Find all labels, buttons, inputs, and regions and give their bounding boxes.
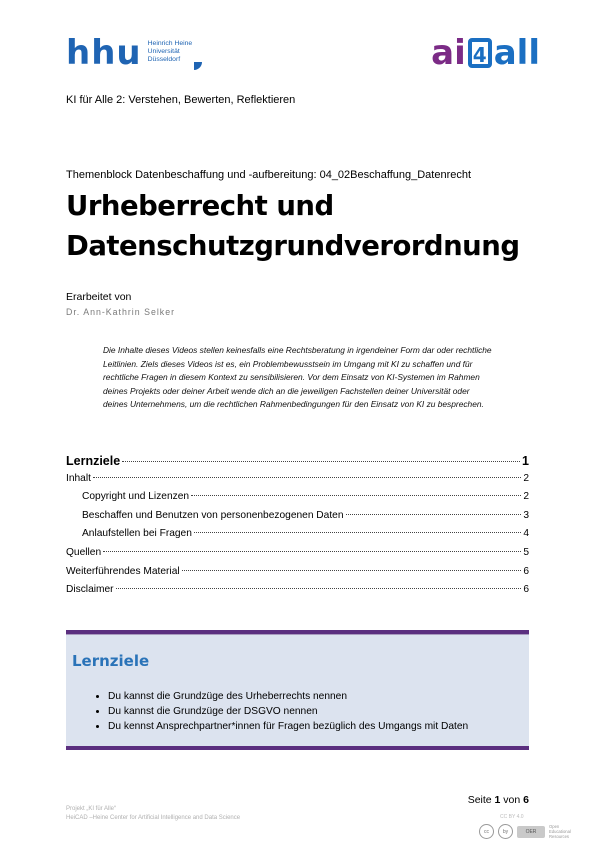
learning-goals-list	[92, 689, 468, 734]
hhu-logo-line: Düsseldorf	[147, 56, 181, 63]
page-number-total: 6	[523, 794, 529, 806]
toc-entry-page: 1	[522, 454, 529, 468]
document-title-line: Datenschutzgrundverordnung	[66, 230, 520, 262]
author-name: Dr. Ann-Kathrin Selker	[66, 307, 176, 317]
learning-goal-item: • Du kennst Ansprechpartner*innen für Fragen bezüglich des Umgangs mit Daten	[108, 719, 468, 734]
footer-center-line: HeiCAD –Heine Center for Artificial Intelligence and Data Science	[66, 815, 241, 821]
oer-logo-text-line: Resources	[549, 834, 570, 839]
toc-entry[interactable]	[66, 454, 529, 473]
hhu-logo-text	[148, 40, 193, 64]
footer-project-info	[66, 805, 240, 823]
toc-leader-dots	[122, 461, 520, 462]
toc-entry[interactable]	[66, 566, 529, 585]
attribution-icon: by	[498, 824, 513, 839]
document-title-line: Urheberrecht und	[66, 190, 334, 222]
toc-entry-page: 5	[523, 546, 529, 558]
license-label: CC BY 4.0	[500, 814, 524, 820]
toc-leader-dots	[103, 551, 521, 552]
toc-entry-label: Disclaimer	[66, 584, 114, 596]
toc-entry[interactable]	[66, 528, 529, 547]
toc-leader-dots	[116, 588, 522, 589]
toc-entry-label: Lernziele	[66, 454, 121, 468]
hhu-logo-mark: hhu	[66, 33, 142, 73]
table-of-contents	[66, 454, 529, 603]
toc-entry-label: Anlaufstellen bei Fragen	[82, 528, 192, 540]
toc-leader-dots	[191, 495, 521, 496]
toc-entry-page: 2	[523, 472, 529, 484]
learning-goals-title: Lernziele	[72, 652, 150, 670]
oer-logo-text-line: Open	[549, 824, 560, 829]
oer-logo-text	[549, 824, 571, 839]
toc-leader-dots	[182, 570, 522, 571]
toc-entry[interactable]	[66, 473, 529, 492]
toc-entry-page: 3	[523, 509, 529, 521]
hhu-logo-line: Universität	[147, 48, 180, 55]
hhu-logo-dot	[194, 62, 202, 70]
course-title: KI für Alle 2: Verstehen, Bewerten, Reflektieren	[66, 94, 296, 106]
page-number	[468, 794, 529, 806]
hhu-logo	[66, 33, 202, 73]
footer-project-line: Projekt „KI für Alle“	[66, 806, 117, 812]
toc-entry[interactable]	[66, 491, 529, 510]
ai4all-logo-all: all	[493, 33, 540, 73]
toc-entry-label: Inhalt	[66, 472, 91, 484]
toc-entry-page: 4	[523, 528, 529, 540]
ai4all-logo	[431, 34, 540, 72]
page-number-separator: von	[500, 794, 524, 806]
document-title	[66, 186, 520, 266]
toc-entry-label: Weiterführendes Material	[66, 565, 180, 577]
toc-leader-dots	[93, 477, 521, 478]
learning-goals-box	[66, 630, 529, 750]
learning-goal-item: • Du kannst die Grundzüge des Urheberrechts nennen	[108, 689, 468, 704]
page-number-current: 1	[494, 794, 501, 806]
themenblock-line: Themenblock Datenbeschaffung und -aufbereitung: 04_02Beschaffung_Datenrecht	[66, 169, 472, 181]
toc-entry-page: 2	[523, 491, 529, 503]
learning-goal-item: • Du kannst die Grundzüge der DSGVO nennen	[108, 704, 468, 719]
ai4all-logo-ai: ai	[431, 33, 466, 73]
hhu-logo-line: Heinrich Heine	[147, 40, 193, 47]
toc-entry[interactable]	[66, 584, 529, 603]
toc-leader-dots	[194, 532, 521, 533]
authored-by-label: Erarbeitet von	[66, 291, 132, 303]
legal-disclaimer: Die Inhalte dieses Videos stellen keinesfalls eine Rechtsberatung in irgendeiner Form dar oder rechtliche Leitlinien. Ziels dieses Videos ist es, ein Problembewusstsein im Umgang mit KI zu schaffen und für rechtliche Fragen in diesem Kontext zu sensibilisieren. Vor dem Einsatz von KI-Systemen im Rahmen deines Projekts oder deiner Arbeit wende dich an die jeweiligen Fachstellen deiner Universität oder deines Unternehmens, um die rechtlichen Rahmenbedingungen für den Einsatz von KI zu besprechen.	[103, 345, 492, 409]
page-number-prefix: Seite	[467, 794, 495, 806]
cc-license-icon: cc	[479, 824, 494, 839]
toc-entry-label: Beschaffen und Benutzen von personenbezogenen Daten	[82, 509, 344, 521]
oer-logo-icon: OER	[517, 826, 545, 838]
toc-entry[interactable]	[66, 547, 529, 566]
toc-entry-label: Copyright und Lizenzen	[82, 491, 190, 503]
toc-entry-page: 6	[523, 565, 529, 577]
ai4all-logo-four: 4	[468, 38, 492, 68]
toc-leader-dots	[346, 514, 522, 515]
oer-logo-text-line: Educational	[549, 829, 571, 834]
license-badges	[479, 824, 571, 839]
toc-entry-label: Quellen	[66, 546, 102, 558]
toc-entry-page: 6	[523, 584, 529, 596]
toc-entry[interactable]	[66, 510, 529, 529]
